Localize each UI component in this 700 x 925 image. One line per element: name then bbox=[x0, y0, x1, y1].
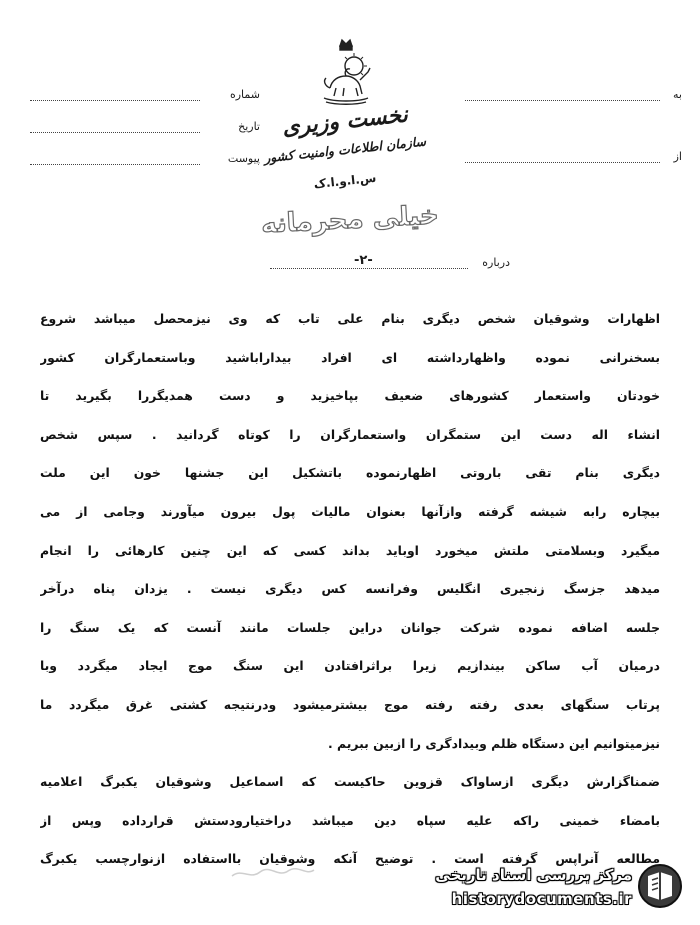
body-line: ضمناگزارش دیگری ازساواک قزوین حاکیست که اسماعیل وشوقیان یکبرگ اعلامیه bbox=[40, 774, 660, 790]
attachment-field bbox=[30, 152, 270, 168]
body-line: خودتان واستعمار کشورهای ضعیف بپاخیزید و دست همدیگررا بگیرید تا bbox=[40, 388, 660, 404]
classification-stamp: خیلی محرمانه bbox=[260, 200, 440, 240]
subject-dotted-line bbox=[270, 268, 468, 269]
body-line: میگیرد وبسلامتی ملتش میخورد اوباید بداند کسی که این چنین کارهائی را انجام bbox=[40, 542, 660, 558]
to-field bbox=[462, 88, 682, 104]
lion-and-sun-emblem bbox=[316, 36, 376, 106]
subject-field bbox=[270, 253, 510, 272]
watermark-url: historydocuments.ir bbox=[451, 890, 632, 908]
number-field bbox=[30, 88, 270, 104]
body-line: جلسه اضافه نموده شرکت جوانان دراین جلسات مانند آنست که یک سنگ را bbox=[40, 619, 660, 635]
date-field bbox=[30, 120, 270, 136]
archive-logo-icon bbox=[636, 862, 684, 910]
subject-label: درباره bbox=[482, 256, 510, 269]
watermark-persian-text: مرکز بررسی اسناد تاریخی bbox=[435, 866, 632, 884]
page-number: -۲- bbox=[354, 253, 373, 268]
body-line: بسخنرانی نموده واظهارداشته ای افراد بیداراباشید وباستعمارگران کشور bbox=[40, 349, 660, 365]
faded-signature bbox=[228, 862, 318, 884]
date-dotted-line bbox=[30, 132, 200, 133]
from-field bbox=[462, 150, 682, 166]
body-line: اظهارات وشوقیان شخص دیگری بنام علی تاب که وی نیزمحصل میباشد شروع bbox=[40, 311, 660, 326]
archive-watermark bbox=[418, 858, 698, 920]
number-label: شماره bbox=[229, 88, 260, 101]
number-dotted-line bbox=[30, 100, 200, 101]
to-label: به bbox=[673, 88, 682, 101]
body-line: پرتاب سنگهای بعدی رفته رفته موج بیشترمیشود ودرنتیجه کشتی غرق میگردد ما bbox=[40, 696, 660, 712]
body-line: مطالعه آنراپس گرفته است . توضیح آنکه وشوقیان بااستفاده ازنوارچسب یکبرگ bbox=[40, 851, 660, 867]
from-label: از bbox=[673, 150, 682, 163]
organization-subtitle: سازمان اطلاعات وامنیت کشور bbox=[263, 133, 427, 166]
organization-code: س.ا.و.ا.ک bbox=[313, 170, 377, 192]
body-line: بیچاره رابه شیشه گرفته وازآنها بعنوان مالیات پول بیرون میآورند وجامی از می bbox=[40, 503, 660, 519]
to-dotted-line bbox=[465, 100, 660, 101]
attachment-label: پیوست bbox=[227, 152, 260, 165]
body-line: درمیان آب ساکن بیندازیم زیرا براثرافتادن این سنگ موج ایجاد میگردد وبا bbox=[40, 658, 660, 674]
body-line: میدهد جزسگ زنجیری انگلیس وفرانسه کس دیگری نیست . یزدان پناه درآخر bbox=[40, 581, 660, 597]
body-line: نیزمیتوانیم این دستگاه ظلم وبیدادگری را ازبین ببریم . bbox=[328, 735, 660, 751]
body-line: دیگری بنام تقی باروتی اظهارنموده باتشکیل این جشنها خون این ملت bbox=[40, 465, 660, 481]
date-label: تاریخ bbox=[238, 120, 260, 133]
from-dotted-line bbox=[465, 162, 660, 163]
attachment-dotted-line bbox=[30, 164, 200, 165]
organization-title: نخست وزیری bbox=[281, 101, 409, 141]
body-line: بامضاء خمینی راکه علیه سپاه دین میباشد دراختیارودستش قرارداده وپس از bbox=[40, 812, 660, 828]
document-body bbox=[40, 308, 660, 887]
body-line: انشاء اله دست این ستمگران واستعمارگران را کوتاه گردانید . سپس شخص bbox=[40, 426, 660, 442]
